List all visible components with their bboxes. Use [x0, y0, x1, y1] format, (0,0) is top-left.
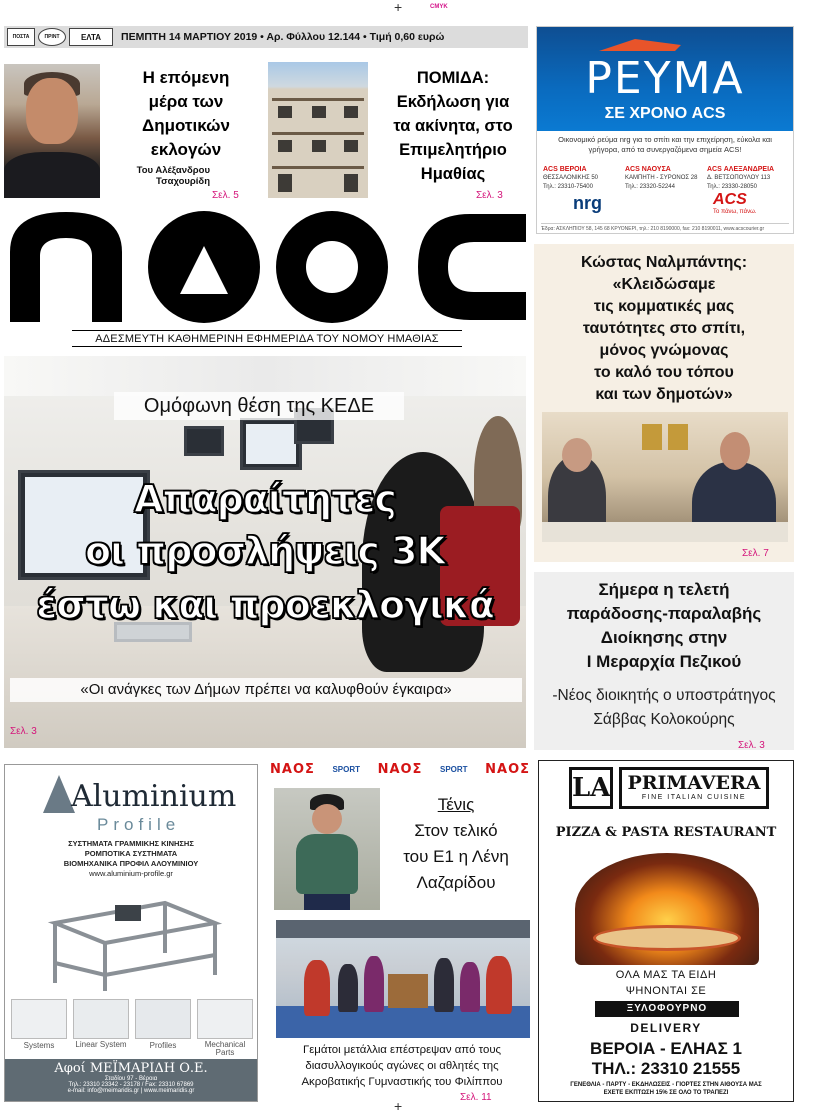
logo-letter-sigma [418, 214, 526, 320]
acs-ad-footer: Έδρα: ΑΣΚΛΗΠΙΟΥ 58, 145 68 ΚΡΥΟΝΕΡΙ, τηλ.: 210 8190000, fax: 210 8190011, www.acscourier.gr [541, 223, 789, 232]
teaser-elections-byline: Του Αλέξανδρου Τσαχουρίδη [136, 165, 210, 187]
teaser-pomida-title[interactable]: ΠΟΜΙΔΑ: Εκδήλωση για τα ακίνητα, στο Επιμελητήριο Ημαθίας [393, 69, 513, 183]
wood-oven-photo [575, 853, 759, 965]
aluminium-product-tiles [11, 999, 253, 1039]
main-headline-line-2[interactable]: οι προσλήψεις 3Κ [85, 529, 445, 573]
acs-branch-naousa: ACS ΝΑΟΥΣΑ ΚΑΜΠΗΤΗ - ΣΥΡΟΝΟΣ 28 Τηλ.: 23320-52244 [625, 166, 698, 190]
sport-word-1: SPORT [332, 764, 360, 774]
teaser-pomida-page: Σελ. 3 [476, 190, 503, 201]
primavera-address: ΒΕΡΟΙΑ - ΕΛΗΑΣ 1 [590, 1039, 742, 1058]
nrg-logo: nrg [573, 193, 602, 213]
chamber-building-photo [268, 62, 368, 198]
main-story-page: Σελ. 3 [10, 726, 37, 737]
sport-word-2: SPORT [440, 764, 468, 774]
main-story-kicker: Ομόφωνη θέση της ΚΕΔΕ [114, 392, 404, 420]
aluminium-category-labels: Systems Linear System Profiles Mechanical Parts [23, 1040, 246, 1057]
logo-letter-o [276, 211, 388, 323]
primavera-phone[interactable]: ΤΗΛ.: 23310 21555 [591, 1059, 741, 1078]
logo-letter-a [148, 211, 260, 323]
tennis-player-photo [274, 788, 380, 910]
primavera-logo-box: LA [569, 767, 613, 809]
acs-branch-alexandria: ACS ΑΛΕΞΑΝΔΡΕΙΑ Δ. ΒΕΤΣΟΠΟΥΛΟΥ 113 Τηλ.: 23330-28050 [707, 166, 775, 190]
aluminium-profile-ad[interactable] [4, 764, 258, 1102]
postage-badge: ΠΟΣΤΑ [7, 28, 35, 46]
acs-ad-subtitle: ΣΕ ΧΡΟΝΟ ACS [604, 105, 726, 122]
primavera-brand-box: PRIMAVERA FINE ITALIAN CUISINE [619, 767, 769, 809]
aluminium-brand-bottom: Profile [97, 815, 181, 834]
sport-logo-2: ΝΑΟΣ [377, 761, 423, 777]
primavera-oven-note: ΟΛΑ ΜΑΣ ΤΑ ΕΙΔΗ ΨΗΝΟΝΤΑΙ ΣΕ [615, 969, 717, 997]
dateline-bar [4, 26, 528, 48]
aluminium-services: ΣΥΣΤΗΜΑΤΑ ΓΡΑΜΜΙΚΗΣ ΚΙΝΗΣΗΣ ΡΟΜΠΟΤΙΚΑ ΣΥΣΤΗΜΑΤΑ ΒΙΟΜΗΧΑΝΙΚΑ ΠΡΟΦΙΛ ΑΛΟΥΜΙΝΙΟΥ www.aluminium-profile.gr [63, 839, 199, 878]
crop-mark-top: + [394, 0, 403, 15]
gymnastics-team-photo [276, 920, 530, 1038]
acs-ad-title: ΡΕΥΜΑ [585, 53, 745, 104]
masthead-tagline: ΑΔΕΣΜΕΥΤΗ ΚΑΘΗΜΕΡΙΝΗ ΕΦΗΜΕΡΙΔΑ ΤΟΥ ΝΟΜΟΥ ΗΜΑΘΙΑΣ [72, 330, 462, 347]
ceremony-subtitle: -Νέος διοικητής ο υποστράτηγος Σάββας Κολοκούρης [552, 687, 776, 728]
primavera-delivery: DELIVERY [630, 1021, 702, 1035]
gymnastics-caption[interactable]: Γεμάτοι μετάλλια επέστρεψαν από τους διασυλλογικούς αγώνες οι αθλητές της Ακροβατικής Γυμναστικής του Φιλίππου [301, 1044, 503, 1088]
aluminium-brand-top: Aluminium [71, 779, 237, 814]
logo-letter-n [10, 212, 122, 322]
elta-logo: ΕΛΤΑ [69, 28, 113, 46]
interview-photo [542, 412, 788, 542]
color-bar: CMYK [430, 4, 448, 10]
sport-logo-1: ΝΑΟΣ [270, 761, 315, 777]
teaser-elections-title[interactable]: Η επόμενη μέρα των Δημοτικών εκλογών [142, 68, 230, 159]
ceremony-page: Σελ. 3 [738, 740, 765, 751]
tennis-story[interactable]: Τένις Στον τελικό του Ε1 η Λένη Λαζαρίδου [403, 795, 509, 892]
ceremony-box[interactable] [534, 572, 794, 750]
sport-page: Σελ. 11 [460, 1092, 492, 1103]
acs-slogan: Το πάνω, πάνω. [713, 209, 757, 215]
naos-logo [4, 206, 530, 326]
main-story-quote: «Οι ανάγκες των Δήμων πρέπει να καλυφθούν έγκαιρα» [10, 678, 522, 702]
acs-ad-body: Οικονομικό ρεύμα nrg για το σπίτι και την επιχείρηση, εύκολα και γρήγορα, από τα συνεργαζόμενα σημεία ACS! [558, 135, 772, 154]
ceremony-title: Σήμερα η τελετή παράδοσης-παραλαβής Διοίκησης στην Ι Μεραρχία Πεζικού [566, 580, 762, 671]
issue-dateline: ΠΕΜΠΤΗ 14 ΜΑΡΤΙΟΥ 2019 • Αρ. Φύλλου 12.144 • Τιμή 0,60 ευρώ [121, 31, 445, 43]
primavera-footer: ΓΕΝΕΘΛΙΑ - ΠΑΡΤΥ - ΕΚΔΗΛΩΣΕΙΣ - ΓΙΟΡΤΕΣ ΣΤΗΝ ΑΙΘΟΥΣΑ ΜΑΣ ΕΧΕΤΕ ΕΚΠΤΩΣΗ 15% ΣΕ ΟΛΟ ΤΟ ΤΡΑΠΕΖΙ [570, 1082, 762, 1096]
acs-energy-ad[interactable] [536, 26, 794, 234]
sport-section-banner [270, 760, 530, 778]
primavera-restaurant-label: PIZZA & PASTA RESTAURANT [555, 825, 777, 840]
main-headline-line-1[interactable]: Απαραίτητες [134, 477, 396, 521]
interview-title: Κώστας Ναλμπάντης: «Κλειδώσαμε τις κομματικές μας ταυτότητες στο σπίτι, μόνος γνώμονας το καλό του τόπου και των δημοτών» [580, 254, 748, 403]
la-primavera-ad[interactable] [538, 760, 794, 1102]
acs-branch-veria: ACS ΒΕΡΟΙΑ ΘΕΣΣΑΛΟΝΙΚΗΣ 50 Τηλ.: 23310-75400 [543, 166, 599, 190]
aluminium-contact-band: Αφοί ΜΕΪΜΑΡΙΔΗ Ο.Ε. Σταδίου 97 - Βέροια Τηλ.: 23310 23342 - 23178 / Fax: 23310 67869 e-mail: info@meimaridis.gr | www.meimaridis.gr [5, 1059, 257, 1102]
primavera-oven-badge: ΞΥΛΟΦΟΥΡΝΟ [595, 1001, 739, 1017]
teaser-elections-page: Σελ. 5 [212, 190, 239, 201]
aluminium-frame-machine-illustration [45, 883, 225, 993]
sport-logo-3: ΝΑΟΣ [485, 761, 530, 777]
interview-page: Σελ. 7 [742, 548, 769, 559]
acs-logo: ACS [713, 191, 747, 208]
print-badge: ΠΡΙΝΤ [38, 28, 66, 46]
crop-mark-bottom: + [394, 1098, 403, 1114]
columnist-portrait [4, 64, 100, 198]
main-headline-line-3[interactable]: έστω και προεκλογικά [36, 583, 494, 627]
